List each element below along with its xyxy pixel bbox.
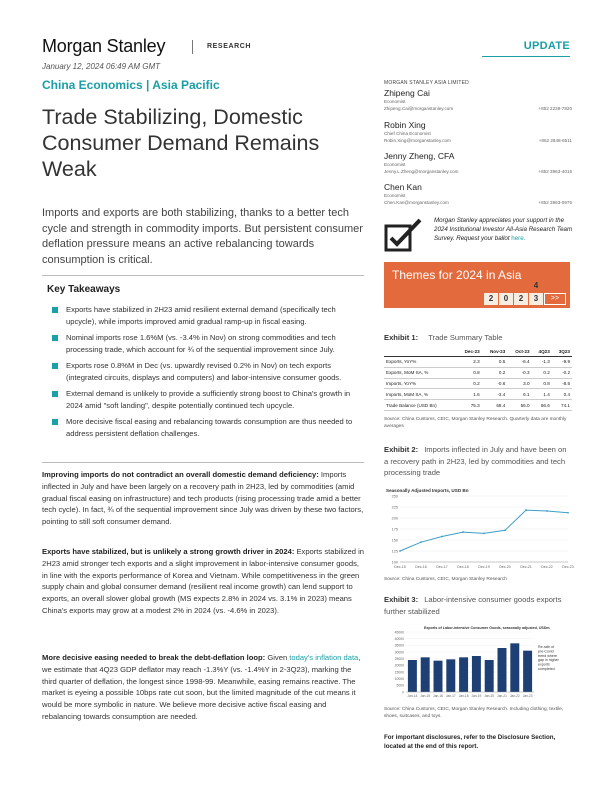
y-tick-label: 25000 — [394, 656, 404, 661]
y-tick-label: 30000 — [394, 650, 404, 655]
x-tick-label: Jan-19 — [471, 694, 482, 698]
table-row — [384, 367, 572, 378]
table-cell: 3.0 — [507, 378, 531, 389]
table-cell: 56.0 — [507, 400, 531, 411]
divider — [42, 462, 364, 463]
table-cell: 1.4 — [532, 389, 552, 400]
themes-title: Themes for 2024 in Asia — [392, 268, 522, 282]
bullet-icon — [52, 391, 58, 397]
firm-name: MORGAN STANLEY ASIA LIMITED — [384, 80, 469, 86]
data-point — [441, 536, 443, 538]
exhibit-2-label — [384, 444, 572, 479]
x-tick-label: Dec-16 — [415, 565, 427, 569]
x-tick-label: Jan-16 — [433, 694, 443, 698]
bullet-icon — [52, 419, 58, 425]
x-tick-label: Jan-23 — [522, 694, 533, 698]
bar — [459, 657, 468, 692]
x-tick-label: Dec-18 — [457, 565, 469, 569]
table-header-row — [384, 347, 572, 357]
exhibit-number: Exhibit 2: — [384, 445, 419, 454]
paragraph-lead: Improving imports do not contradict an overall domestic demand deficiency: — [42, 470, 319, 479]
data-point — [525, 509, 527, 511]
y-tick-label: 125 — [391, 549, 398, 554]
x-tick-label: Jan-20 — [484, 694, 495, 698]
table-cell: 74.1 — [552, 400, 572, 411]
bar — [421, 657, 430, 692]
exhibit-title: Imports inflected in July and have been on a recovery path in 2H23, led by commodities and tech processing trade — [384, 445, 567, 477]
imports-line-chart — [384, 486, 572, 574]
analyst-card — [384, 120, 572, 150]
paragraph-text: , we estimate that 4Q23 GDP deflator may reach -1.3%Y (vs. -1.4%Y in 2-3Q23), marking the third quarter of deflation, the longest since 1998-99. Meanwhile, easing remains reactive. The market is eyeing a possible 10bps rate cut soon, but the limited magnitude of the cut means it would be more symbolic in nature. We believe more decisive active fiscal easing and rebalancing towards consumption are needed. — [42, 653, 361, 721]
y-tick-label: 0 — [402, 690, 404, 695]
table-cell: 66.6 — [532, 400, 552, 411]
bullet-icon — [52, 307, 58, 313]
analyst-role: Chief China Economist — [384, 131, 431, 136]
row-label: Imports, MoM SA, % — [384, 389, 456, 400]
bar — [485, 660, 494, 692]
y-tick-label: 225 — [391, 505, 398, 510]
row-label: Trade Balance (USD Bn) — [384, 400, 456, 411]
report-title: Trade Stabilizing, Domestic Consumer Demand Remains Weak — [42, 105, 320, 181]
analyst-email[interactable]: Robin.Xing@morganstanley.com — [384, 138, 451, 143]
exhibit-3-label — [384, 594, 572, 617]
table-cell: -0.3 — [507, 367, 531, 378]
table-cell: 6.1 — [507, 389, 531, 400]
data-point — [462, 531, 464, 533]
y-tick-label: 40000 — [394, 636, 404, 641]
analyst-role: Economist — [384, 193, 406, 198]
bar — [434, 661, 443, 692]
table-cell: -0.2 — [552, 367, 572, 378]
update-underline — [482, 56, 570, 57]
analyst-name: Zhipeng Cai — [384, 88, 430, 98]
chart-title: Seasonally Adjusted Imports, USD Bn — [386, 488, 469, 493]
y-tick-label: 5000 — [396, 683, 404, 688]
exhibit-2-source: Source: China Customs, CEIC, Morgan Stanley Research — [384, 577, 507, 582]
table-cell: 0.4 — [552, 389, 572, 400]
column-header — [384, 347, 456, 357]
analyst-email[interactable]: Jenny.L.Zheng@morganstanley.com — [384, 169, 459, 174]
report-summary: Imports and exports are both stabilizing, thanks to a better tech cycle and strength in commodity imports. But persistent consumer deflation pressure means an active rebalancing towards consumption is critical. — [42, 207, 363, 266]
bar — [446, 659, 455, 692]
analyst-card — [384, 151, 572, 181]
table-cell: 75.3 — [456, 400, 481, 411]
table-cell: -6.4 — [507, 357, 531, 368]
x-tick-label: Dec-17 — [436, 565, 448, 569]
x-tick-label: Jan-14 — [407, 694, 418, 698]
y-tick-label: 10000 — [394, 676, 404, 681]
list-item: External demand is unlikely to provide a sufficiently strong boost to China's growth in 2024 amid "soft landing", despite potentially continued tech upcycle. — [52, 388, 366, 411]
update-badge: UPDATE — [523, 40, 570, 52]
x-tick-label: Dec-15 — [394, 565, 406, 569]
table-cell: 0.5 — [482, 357, 508, 368]
column-header: Dec-23 — [456, 347, 481, 357]
x-tick-label: Jan-15 — [420, 694, 431, 698]
paragraph-lead: More decisive easing needed to break the debt-deflation loop: — [42, 653, 266, 662]
analyst-phone: +852 2239-7820 — [538, 106, 572, 111]
bullet-icon — [52, 335, 58, 341]
survey-message: Morgan Stanley appreciates your support in the 2024 Institutional Investor All-Asia Research Team Survey. Request your ballot here. — [434, 217, 573, 242]
paragraph-text: Given — [265, 653, 290, 662]
analyst-name: Robin Xing — [384, 120, 426, 130]
data-point — [483, 533, 485, 535]
exhibit-3-source: Source: China Customs, CEIC, Morgan Stanley Research. Including clothing, textile, shoes, suitcases, and toys. — [384, 707, 564, 719]
analyst-name: Chen Kan — [384, 182, 422, 192]
table-cell: 0.2 — [532, 367, 552, 378]
report-header — [42, 36, 570, 64]
disclosure-note: For important disclosures, refer to the Disclosure Section, located at the end of this report. — [384, 734, 556, 750]
x-tick-label: Dec-22 — [541, 565, 553, 569]
analyst-email[interactable]: Chen.Kan@morganstanley.com — [384, 200, 449, 205]
table-cell: -9.9 — [552, 357, 572, 368]
bar — [510, 643, 519, 692]
table-cell: 2.3 — [456, 357, 481, 368]
analyst-card — [384, 88, 572, 118]
table-cell: -3.4 — [482, 389, 508, 400]
data-point — [546, 510, 548, 512]
y-tick-label: 45000 — [394, 630, 404, 635]
digit-block: 2 — [514, 293, 528, 305]
exhibit-number: Exhibit 1: — [384, 333, 419, 342]
analyst-card — [384, 182, 572, 212]
table-cell: 0.2 — [456, 378, 481, 389]
brand-logo: Morgan Stanley — [42, 36, 166, 56]
consumer-goods-bar-chart — [384, 624, 572, 704]
table-cell: 0.8 — [456, 367, 481, 378]
trade-summary-table — [384, 347, 572, 411]
exhibit-title: Labor-intensive consumer goods exports further stabilized — [384, 595, 562, 616]
data-point — [504, 529, 506, 531]
table-cell: 1.6 — [456, 389, 481, 400]
table-cell: 0.2 — [482, 367, 508, 378]
list-item: Nominal imports rose 1.6%M (vs. -3.4% in Nov) on strong commodities and tech processing trade, which account for ¾ of the sequential improvement since July. — [52, 332, 366, 355]
column-header: Oct-23 — [507, 347, 531, 357]
x-tick-label: Dec-19 — [478, 565, 490, 569]
exhibit-title: Trade Summary Table — [428, 333, 503, 342]
chart-annotation: Re-rate of pre-Covid trend where gap in higher exports completed — [538, 645, 559, 671]
table-cell: 0.8 — [532, 378, 552, 389]
table-row — [384, 378, 572, 389]
digit-block: 0 — [499, 293, 513, 305]
digit-block: 3 — [529, 293, 543, 305]
analyst-name: Jenny Zheng, CFA — [384, 151, 455, 161]
paragraph-text: Imports inflected in July and have been largely on a recovery path in 2H23, led by commodities (amid gradual fiscal easing on infrastructure) and tech products (rising processing trade amid a better tech cycle). In fact, ¾ of the sequential improvement since July was driven by these two factors, pointing to still soft consumer demand. — [42, 470, 364, 527]
x-tick-label: Dec-20 — [499, 565, 511, 569]
publish-date: January 12, 2024 06:49 AM GMT — [42, 62, 160, 71]
table-row — [384, 357, 572, 368]
bar — [498, 648, 507, 692]
key-takeaways-list — [52, 304, 366, 444]
table-cell: -8.5 — [552, 378, 572, 389]
analyst-role: Economist — [384, 99, 406, 104]
themes-arrow-button[interactable]: >> — [544, 293, 566, 305]
chart-title: Exports of Labor-intensive Consumer Goods, seasonally adjusted, USDm — [424, 626, 550, 630]
imports-series-line — [400, 510, 568, 551]
bar — [523, 651, 532, 692]
exhibit-1-source: Source: China Customs, CEIC, Morgan Stanley Research. Quarterly data are monthly averages — [384, 417, 567, 429]
y-tick-label: 100 — [391, 560, 398, 565]
column-header: 3Q23 — [552, 347, 572, 357]
logo-divider — [192, 40, 193, 54]
inflation-data-link[interactable]: today's inflation data — [289, 653, 359, 662]
body-paragraph — [42, 546, 366, 617]
research-label: RESEARCH — [207, 43, 252, 50]
ballot-link[interactable]: here. — [511, 235, 526, 242]
table-cell: -0.6 — [482, 378, 508, 389]
key-takeaways-title: Key Takeaways — [47, 284, 121, 295]
row-label: Exports, YoY% — [384, 357, 456, 368]
x-tick-label: Jan-17 — [445, 694, 456, 698]
paragraph-lead: Exports have stabilized, but is unlikely a strong growth driver in 2024: — [42, 547, 295, 556]
data-point — [399, 550, 401, 552]
table-cell: 68.4 — [482, 400, 508, 411]
table-row — [384, 400, 572, 411]
row-label: Exports, MoM SA, % — [384, 367, 456, 378]
ballot-checkbox-icon — [384, 216, 424, 256]
bar — [408, 660, 417, 692]
list-item: Exports rose 0.8%M in Dec (vs. upwardly revised 0.2% in Nov) on tech exports (integrated circuits, displays and computers) and labor-intensive consumer goods. — [52, 360, 366, 383]
column-header: 4Q23 — [532, 347, 552, 357]
digit-block: 4 — [533, 281, 539, 290]
section-label: China Economics | Asia Pacific — [42, 78, 220, 92]
themes-banner[interactable] — [384, 262, 570, 308]
analyst-email[interactable]: Zhipeng.Cai@morganstanley.com — [384, 106, 454, 111]
list-item: More decisive fiscal easing and rebalancing towards consumption are thus needed to address persistent deflation challenges. — [52, 416, 366, 439]
digit-block: 2 — [484, 293, 498, 305]
data-point — [567, 512, 569, 514]
analyst-phone: +852 3963-4015 — [538, 169, 572, 174]
analyst-role: Economist — [384, 162, 406, 167]
y-tick-label: 175 — [391, 527, 398, 532]
y-tick-label: 20000 — [394, 663, 404, 668]
body-paragraph — [42, 469, 366, 528]
divider — [42, 275, 364, 276]
table-cell: -1.3 — [532, 357, 552, 368]
analyst-phone: +852 2848-6511 — [538, 138, 572, 143]
data-point — [420, 541, 422, 543]
list-item: Exports have stabilized in 2H23 amid resilient external demand (specifically tech upcycle), while imports improved amid gradual ramp-up in fiscal easing. — [52, 304, 366, 327]
y-tick-label: 150 — [391, 538, 398, 543]
y-tick-label: 35000 — [394, 643, 404, 648]
x-tick-label: Jan-21 — [497, 694, 507, 698]
x-tick-label: Dec-23 — [562, 565, 574, 569]
exhibit-1-label — [384, 333, 502, 342]
bullet-icon — [52, 363, 58, 369]
exhibit-number: Exhibit 3: — [384, 595, 419, 604]
x-tick-label: Jan-22 — [509, 694, 520, 698]
y-tick-label: 250 — [391, 494, 398, 499]
analyst-phone: +852 3963-0976 — [538, 200, 572, 205]
paragraph-text: Exports stabilized in 2H23 amid stronger tech exports and a slight improvement in labor-intensive consumer goods, in line with the exports performance of Korea and Vietnam. While competitiveness in the green supply chain and global consumer demand (resilient real income growth) can lend support to exports, an overall slower global growth (MS expects 2.8% in 2024 vs. 3.1% in 2023) means China's exports may grow at a modest 2% in 2024 (vs. -4.6% in 2023). — [42, 547, 365, 615]
table-row — [384, 389, 572, 400]
x-tick-label: Dec-21 — [520, 565, 532, 569]
y-tick-label: 15000 — [394, 670, 404, 675]
bar — [472, 656, 481, 692]
row-label: Imports, YoY% — [384, 378, 456, 389]
y-tick-label: 200 — [391, 516, 398, 521]
column-header: Nov-23 — [482, 347, 508, 357]
x-tick-label: Jan-18 — [458, 694, 469, 698]
body-paragraph — [42, 652, 366, 723]
